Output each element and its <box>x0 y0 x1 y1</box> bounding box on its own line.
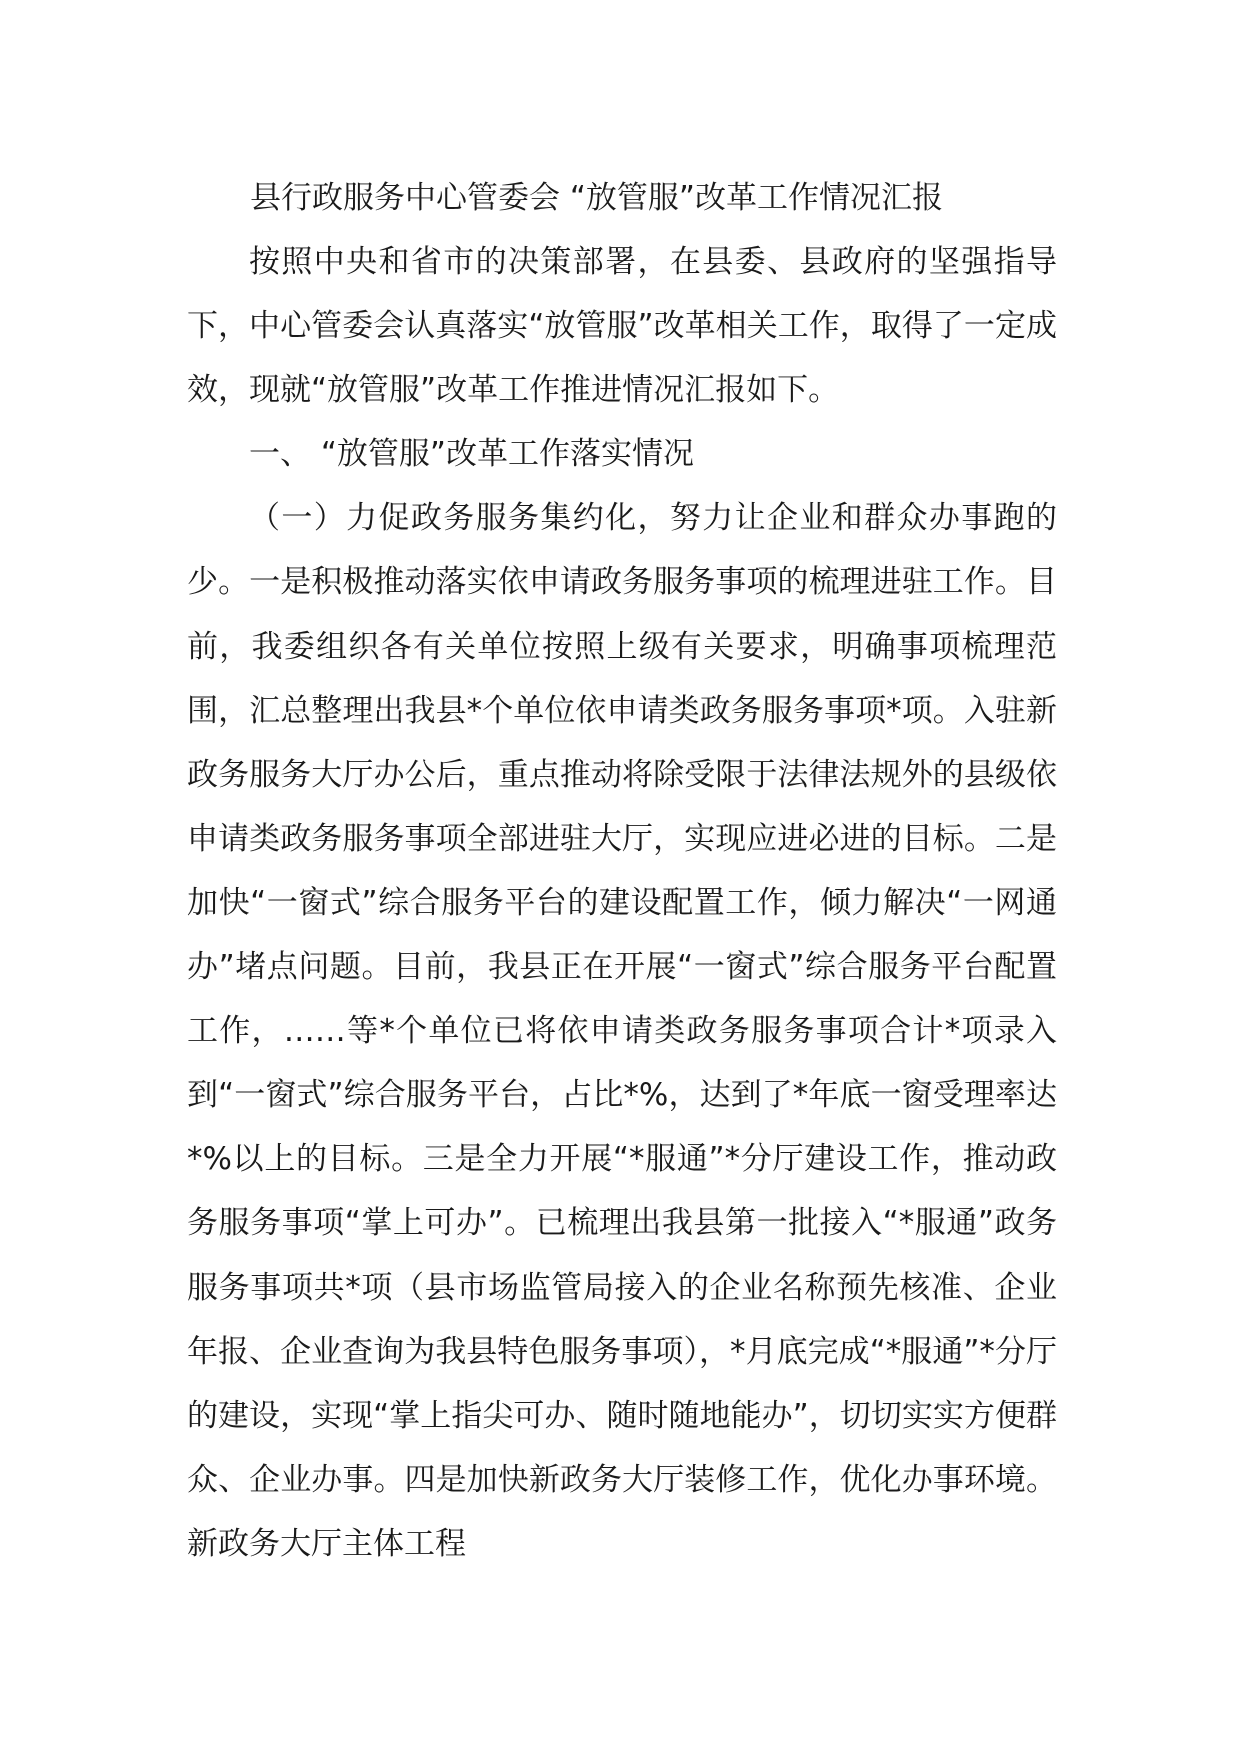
document-body <box>187 230 1057 1576</box>
paragraph-intro: 按照中央和省市的决策部署，在县委、县政府的坚强指导下，中心管委会认真落实“放管服”改革相关工作，取得了一定成效，现就“放管服”改革工作推进情况汇报如下。 <box>187 244 1057 409</box>
document-title: 县行政服务中心管委会 “放管服”改革工作情况汇报 <box>250 180 943 216</box>
paragraph-section-1: （一）力促政务服务集约化，努力让企业和群众办事跑的少。一是积极推动落实依申请政务服务事项的梳理进驻工作。目前，我委组织各有关单位按照上级有关要求，明确事项梳理范围，汇总整理出我县*个单位依申请类政务服务事项*项。入驻新政务服务大厅办公后，重点推动将除受限于法律法规外的县级依申请类政务服务事项全部进驻大厅，实现应进必进的目标。二是加快“一窗式”综合服务平台的建设配置工作，倾力解决“一网通办”堵点问题。目前，我县正在开展“一窗式”综合服务平台配置工作，……等*个单位已将依申请类政务服务事项合计*项录入到“一窗式”综合服务平台，占比*%，达到了*年底一窗受理率达*%以上的目标。三是全力开展“*服通”*分厅建设工作，推动政务服务事项“掌上可办”。已梳理出我县第一批接入“*服通”政务服务事项共*项（县市场监管局接入的企业名称预先核准、企业年报、企业查询为我县特色服务事项），*月底完成“*服通”*分厅的建设，实现“掌上指尖可办、随时随地能办”，切切实实方便群众、企业办事。四是加快新政务大厅装修工作，优化办事环境。新政务大厅主体工程 <box>187 500 1057 1562</box>
section-heading: 一、 “放管服”改革工作落实情况 <box>249 436 694 473</box>
